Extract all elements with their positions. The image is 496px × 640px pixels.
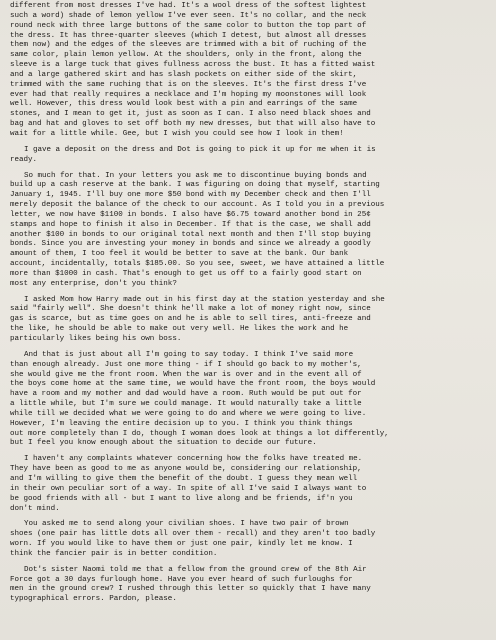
text-line: the boys come home at the same time, we would have the front room, the boys would [10,380,376,389]
text-line: letter, we now have $1100 in bonds. I also have $6.75 toward another bond in 25¢ [10,210,371,219]
text-line: another $100 in bonds to our original total next month and then I'll stop buying [10,230,371,239]
text-line: same color, plain lemon yellow. At the shoulders, only in the front, along the [10,51,362,60]
text-line: They have been as good to me as anyone would be, considering our relationship, [10,465,362,474]
paragraph-bonds [10,172,486,290]
text-line: typographical errors. Pardon, please. [10,595,177,604]
text-line: amount of them, I too feel it would be better to save at the bank. Our bank [10,250,349,259]
text-line: trimmed with the same ruching that is on the sleeves. It's the first dress I've [10,80,367,89]
text-line: So much for that. In your letters you ask me to discontinue buying bonds and [24,171,367,180]
text-line: gas is scarce, but as time goes on and he is able to sell tires, anti-freeze and [10,315,371,324]
text-line: stamps and hope to finish it also in December. If that is the case, we shall add [10,220,371,229]
letter-body [10,2,486,605]
text-line: Force got a 30 days furlough home. Have you ever heard of such furloughs for [10,575,353,584]
text-line: men in the ground crew? I rushed through this letter so quickly that I have many [10,585,371,594]
text-line: I gave a deposit on the dress and Dot is going to pick it up for me when it is [24,145,376,154]
text-line: account, incidentally, totals $185.00. So you see, sweet, we have attained a little [10,260,385,269]
text-line: particularly likes being his own boss. [10,335,182,343]
text-line: However, I'm leaving the entire decision up to you. I think you think things [10,419,353,428]
paragraph-front-room [10,351,486,449]
text-line: such a word) shade of lemon yellow I've ever seen. It's no collar, and the neck [10,11,367,20]
text-line: stones, and I mean to get it, just as soon as I can. I also need black shoes and [10,110,371,119]
text-line: but I feel you know enough about the situation to decide our future. [10,439,317,448]
text-line: You asked me to send along your civilian shoes. I have two pair of brown [24,520,349,529]
text-line: shoes (one pair has little dots all over them - recall) and they aren't too badly [10,530,376,539]
paragraph-naomi [10,566,486,605]
paragraph-dress [10,2,486,140]
text-line: don't mind. [10,504,60,513]
paragraph-shoes [10,520,486,559]
text-line: ever had that really requires a necklace and I'm hoping my moonstones will look [10,90,367,99]
text-line: well. However, this dress would look best with a pin and earrings of the same [10,100,358,109]
paragraph-harry [10,296,486,345]
text-line: worn. If you would like to have them or just one pair, kindly let me know. I [10,540,353,549]
text-line: round neck with three large buttons of the same color to button the top part of [10,21,367,30]
text-line: the dress. It has three-quarter sleeves (which I detest, but almost all dresses [10,31,367,40]
text-line: I asked Mom how Harry made out in his first day at the station yesterday and she [24,295,385,304]
text-line: wait for a little while. Gee, but I wish you could see how I look in them! [10,129,344,138]
text-line: think the fancier pair is in better condition. [10,549,218,558]
text-line: sleeve is a large tuck that gives fullness across the bust. It has a fitted waist [10,61,376,70]
text-line: than enough already. Just one more thing - if I should go back to my mother's, [10,360,362,369]
text-line: have a room and my mother and dad would have a room. Ruth would be put out for [10,390,362,399]
text-line: said "fairly well". She doesn't think he'll make a lot of money right now, since [10,305,371,314]
text-line: a little while, but I'm sure we could manage. It would naturally take a little [10,400,362,409]
text-line: she would give me the front room. When the war is over and in the event all of [10,370,362,379]
text-line: January 1, 1945. I'll buy one more $50 bond with my December check and then I'll [10,191,371,200]
text-line: in their own peculiar sort of a way. In spite of all I've said I always want to [10,484,367,493]
text-line: be good friends with all - but I want to live along and be friends, if'n you [10,494,353,503]
text-line: different from most dresses I've had. It's a wool dress of the softest lightest [10,2,367,10]
paragraph-deposit [10,146,486,166]
text-line: them now) and the edges of the sleeves are trimmed with a bit of ruching of the [10,41,367,50]
text-line: out more completely than I do, though I woman does look at things a lot differently, [10,429,389,438]
text-line: bag and hat and gloves to set off both my new dresses, but that will also have to [10,120,376,129]
text-line: and a large gathered skirt and has slash pockets on either side of the skirt, [10,70,358,79]
text-line: Dot's sister Naomi told me that a fellow from the ground crew of the 8th Air [24,565,367,574]
text-line: ready. [10,155,38,164]
text-line: merely deposit the balance of the check to our account. As I told you in a previous [10,201,385,210]
text-line: and I'm willing to give them the benefit of the doubt. I guess they mean well [10,474,358,483]
text-line: bonds. Since you are investing your money in bonds and since we already a goodly [10,240,371,249]
text-line: build up a cash reserve at the bank. I was figuring on doing that myself, starting [10,181,380,190]
text-line: most any enterprise, don't you think? [10,279,177,288]
text-line: the like, he should be able to make out very well. He likes the work and he [10,325,349,334]
text-line: more than $1000 in cash. That's enough to get us off to a fairly good start on [10,269,362,278]
paragraph-folks [10,455,486,514]
text-line: while till we decided what we were going to do and where we were going to live. [10,409,367,418]
text-line: I haven't any complaints whatever concerning how the folks have treated me. [24,455,363,464]
text-line: And that is just about all I'm going to say today. I think I've said more [24,350,354,359]
